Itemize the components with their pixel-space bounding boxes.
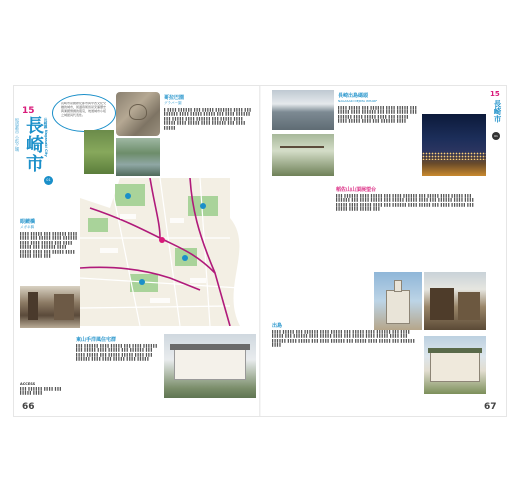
spot-body-text: ▌▌▌▌ ▌▌▌▌▌ ▌▌▌ ▌▌▌▌▌▌ ▌▌▌▌ ▌▌▌▌▌ ▌▌▌ ▌▌▌▌▌ ▌▌▌▌ ▌▌▌▌▌▌ ▌▌▌ ▌▌▌▌ ▌▌▌▌▌ ▌▌▌ ▌▌▌▌▌▌ ▌▌▌▌ ▌▌▌▌▌ ▌▌▌▌ ▌▌▌ ▌▌▌▌▌ ▌▌▌▌ ▌▌▌▌▌ ▌▌▌▌ ▌▌▌ ▌▌▌▌▌▌ ▌▌▌▌ ▌▌▌▌▌ ▌▌▌ ▌▌▌▌ ▌▌▌▌▌▌ ▌▌▌ ▌▌▌▌▌ ▌▌▌▌ ▌▌▌▌▌ ▌▌▌ ▌▌▌▌▌▌ ▌▌▌▌ [272, 330, 416, 348]
city-romaji: 長崎縣 Nagasaki City [44, 118, 48, 157]
chapter-number: 15 [22, 106, 35, 116]
spot-title: 眼鏡橋 [20, 219, 36, 225]
spot-body-text: ▌▌▌ ▌▌▌▌▌▌ ▌▌▌▌ ▌▌▌▌▌ ▌▌▌ ▌▌▌▌ ▌▌▌▌▌▌ ▌▌▌ ▌▌▌▌▌ ▌▌▌▌ ▌▌▌▌▌ ▌▌▌ ▌▌▌▌▌▌ ▌▌▌ ▌▌▌▌ ▌▌▌▌▌ ▌▌▌ ▌▌▌▌▌ ▌▌▌▌▌ ▌▌▌▌ ▌▌▌ ▌▌▌▌▌▌ ▌▌▌▌ ▌▌▌▌ ▌▌▌▌▌ ▌▌▌▌ ▌▌▌▌▌ ▌▌▌▌ ▌▌▌ ▌▌▌▌▌▌ ▌▌▌▌ ▌▌▌▌▌ ▌▌▌ ▌▌▌▌ ▌▌▌▌▌▌ ▌▌▌ ▌▌▌▌▌ ▌▌▌▌ ▌▌▌▌▌ ▌▌▌ [336, 194, 475, 212]
old-street-photo [20, 286, 80, 328]
spot-body-text: ▌▌▌▌ ▌▌▌▌▌ ▌▌▌ ▌▌▌▌▌▌ ▌▌▌▌ ▌▌▌▌ ▌▌▌ ▌▌▌▌▌ ▌▌▌▌ ▌▌▌▌▌▌ ▌▌▌▌ ▌▌▌▌ ▌▌▌▌▌ ▌▌▌ ▌▌▌▌ ▌▌▌▌▌ ▌▌▌ ▌▌▌▌▌▌ ▌▌▌▌ ▌▌▌▌▌ ▌▌▌▌ ▌▌▌ ▌▌▌▌▌ ▌▌▌▌ ▌▌▌▌▌ ▌▌▌▌ ▌▌▌ [20, 232, 78, 259]
page-number-right: 67 [484, 402, 497, 412]
garden-photo [84, 130, 114, 174]
tab-number: 15 [490, 90, 500, 98]
access-label: ACCESS [20, 382, 36, 386]
spot-subtitle: NAGASAKI DEJIMA WHARF [338, 99, 378, 103]
heart-stone-photo [116, 92, 160, 136]
map-marker[interactable] [182, 255, 188, 261]
river-bridge-photo [116, 138, 160, 176]
dejima-building-photo [424, 336, 486, 394]
city-title: 長崎市 [23, 116, 44, 173]
map-marker[interactable] [139, 279, 145, 285]
spot-title: 稻佐山山頂展望台 [336, 187, 377, 193]
spot-body-text: ▌▌▌▌ ▌▌▌▌▌ ▌▌▌ ▌▌▌▌▌▌ ▌▌▌▌ ▌▌▌▌▌ ▌▌▌ ▌▌▌▌▌ ▌▌▌▌ ▌▌▌▌▌▌ ▌▌▌ ▌▌▌▌ ▌▌▌▌▌ ▌▌▌ ▌▌▌▌▌▌ ▌▌▌▌ ▌▌▌▌▌ ▌▌▌▌ ▌▌▌ ▌▌▌▌▌ ▌▌▌▌ ▌▌▌▌▌ ▌▌▌▌ ▌▌▌ ▌▌▌▌▌▌ ▌▌▌▌ [338, 106, 418, 124]
night-view-photo [422, 114, 486, 176]
book-spread [14, 86, 506, 416]
book-gutter [259, 86, 261, 416]
intro-speech-bubble: 長崎市是國際化都市與中西文化交融的城市，街頭巷尾皆是充滿歷史與異國情調的風景，坡道城市小坂之城最具代表性。 [52, 94, 116, 132]
old-houses-photo [424, 272, 486, 330]
map-marker[interactable] [200, 203, 206, 209]
tab-circle: 01 [492, 132, 500, 140]
spot-body-text: ▌▌▌ ▌▌▌▌▌▌ ▌▌▌▌ ▌▌▌▌▌ ▌▌▌ ▌▌▌▌ ▌▌▌▌▌▌ ▌▌▌ ▌▌▌▌▌ ▌▌▌▌ ▌▌▌▌▌ ▌▌▌ ▌▌▌▌▌▌ ▌▌▌ ▌▌▌▌ ▌▌▌▌▌ ▌▌▌ ▌▌▌▌▌ ▌▌▌▌▌ ▌▌▌▌ ▌▌▌ ▌▌▌▌▌▌ ▌▌▌▌ ▌▌▌▌ ▌▌▌▌▌ ▌▌▌▌ ▌▌▌▌▌ [76, 344, 159, 362]
map-marker[interactable] [125, 193, 131, 199]
wharf-photo [272, 90, 334, 130]
page-number-left: 66 [22, 402, 35, 412]
map-marker[interactable] [159, 237, 165, 243]
spot-subtitle: メガネ橋 [20, 225, 34, 229]
city-tagline: 坂道都市 小坂之城 [15, 118, 20, 152]
city-circle-badge: 01 [44, 176, 53, 185]
cafe-terrace-photo [272, 134, 334, 176]
access-text: ▌▌▌ ▌▌▌▌▌▌ ▌▌▌▌ ▌▌▌ ▌▌▌▌▌ ▌▌▌▌ [20, 387, 63, 396]
tab-city-name: 長崎市 [493, 100, 502, 123]
western-house-photo [164, 334, 256, 398]
spot-title: 東山手洋風住宅群 [76, 337, 117, 343]
spot-title: 長崎出島碼頭 [338, 93, 369, 99]
church-photo [374, 272, 422, 330]
spot-title: 哥拉巴園 [164, 95, 185, 101]
city-map[interactable] [80, 178, 298, 326]
spot-title: 出島 [272, 323, 283, 329]
spot-subtitle: グラバー園 [164, 101, 182, 105]
spot-body-text: ▌ ▌▌▌▌ ▌▌▌▌▌▌ ▌▌▌ ▌▌▌▌▌ ▌▌▌▌▌▌▌ ▌▌▌▌ ▌▌▌ ▌▌▌▌▌▌ ▌▌▌▌ ▌▌▌▌▌ ▌▌▌▌▌ ▌▌▌ ▌▌▌▌ ▌▌▌▌▌▌ ▌▌▌ ▌▌▌▌▌ ▌▌▌▌ ▌▌▌▌▌▌ ▌▌▌ ▌▌▌▌▌ ▌▌▌▌ ▌▌▌▌▌ ▌▌▌▌ ▌▌▌▌▌ ▌▌▌▌ ▌▌▌▌▌▌ ▌▌▌ ▌▌▌▌ ▌▌▌▌▌ [164, 108, 252, 130]
